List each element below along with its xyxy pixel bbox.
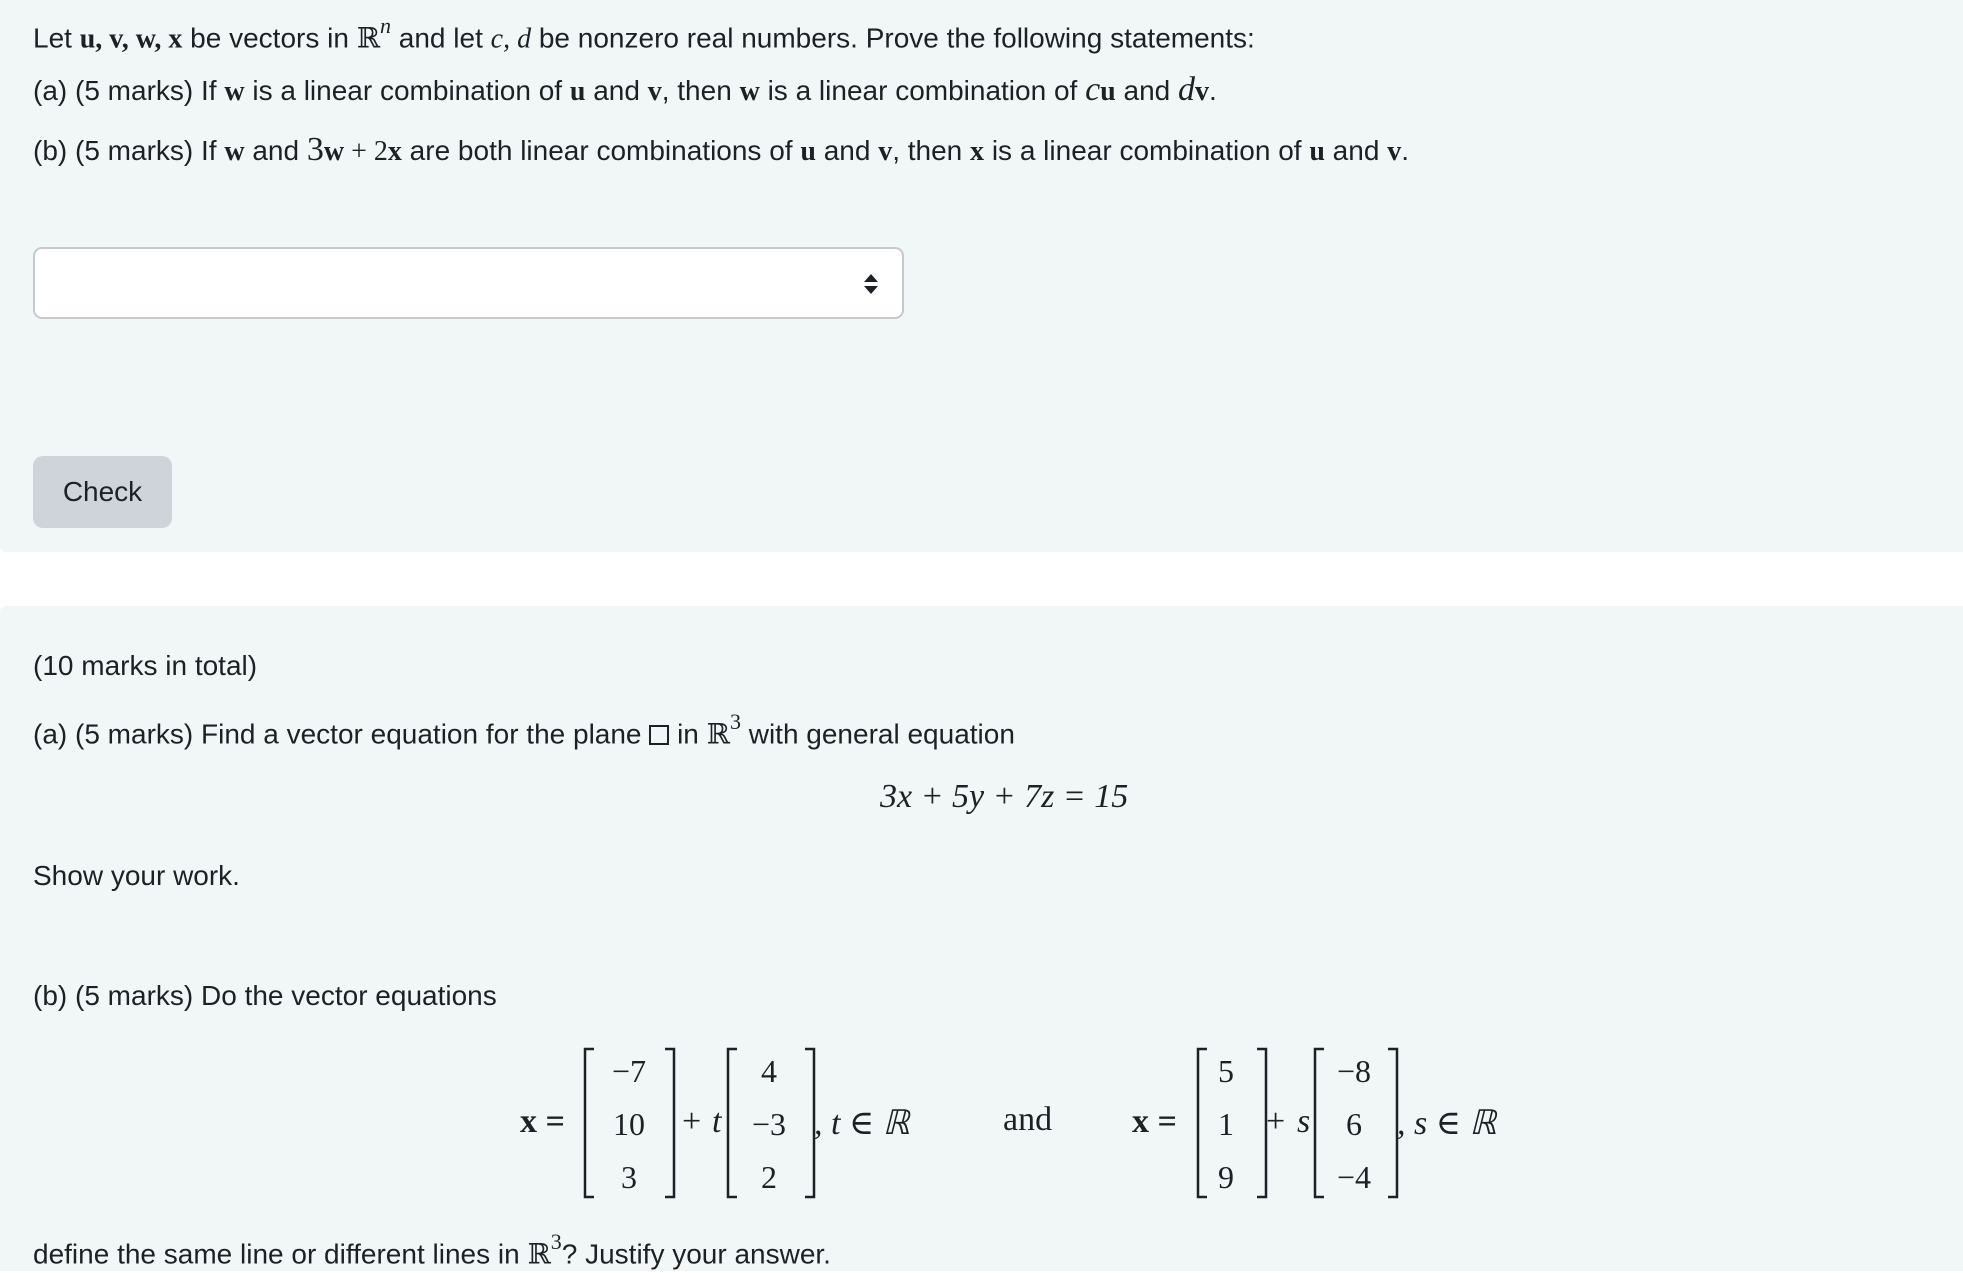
eq2-direction-entry: −8 xyxy=(1336,1053,1372,1089)
question-2-panel xyxy=(0,606,1963,1271)
question-2-part-a: (a) (5 marks) Find a vector equation for the plane in ℝ$^3$ with general equation xyxy=(33,709,1015,751)
eq2-point-entry: 1 xyxy=(1218,1106,1234,1142)
marks-total: (10 marks in total) xyxy=(33,650,258,681)
eq1-point-entry: 10 xyxy=(613,1106,645,1142)
eq1-plus: + xyxy=(682,1103,702,1140)
check-button[interactable]: Check xyxy=(33,456,172,528)
missing-glyph-box-icon xyxy=(649,725,669,745)
eq2-lhs: x = xyxy=(1132,1103,1177,1140)
eq2-plus: + xyxy=(1266,1103,1286,1140)
question-1-part-b: (b) (5 marks) If w and 3w + 2x are both linear combinations of u and v, then x is a linear combination of u and v. xyxy=(33,131,1409,168)
eq1-direction-entry: −3 xyxy=(751,1106,787,1142)
eq2-point-entry: 5 xyxy=(1218,1053,1234,1089)
eq1-param: t xyxy=(712,1103,722,1140)
question-1-intro: Let u, v, w, x be vectors in ℝ$^n$ and let c, d be nonzero real numbers. Prove the following statements: xyxy=(33,13,1255,55)
and-label: and xyxy=(1003,1101,1053,1138)
select-arrows-icon xyxy=(862,269,880,299)
eq2-param: s xyxy=(1297,1103,1311,1140)
vectors-symbol: u, v, w, x xyxy=(79,23,183,55)
eq2-direction-entry: −4 xyxy=(1336,1159,1372,1195)
answer-select[interactable] xyxy=(33,247,904,319)
eq2-domain: , s ∈ ℝ xyxy=(1397,1105,1497,1142)
eq1-point-right-bracket xyxy=(664,1048,676,1198)
question-1-part-a: (a) (5 marks) If w is a linear combination of u and v, then w is a linear combination of cu and dv. xyxy=(33,71,1217,108)
eq2-direction-entry: 6 xyxy=(1346,1106,1362,1142)
question-2-part-b-outro: define the same line or different lines in ℝ$^3$? Justify your answer. xyxy=(33,1229,831,1271)
reals-symbol: ℝ xyxy=(356,23,380,55)
show-work-text: Show your work. xyxy=(33,860,240,891)
eq1-point-entry: 3 xyxy=(621,1159,637,1195)
eq1-domain: , t ∈ ℝ xyxy=(814,1105,910,1142)
dimension-exponent: n xyxy=(380,13,391,38)
question-1-panel xyxy=(0,0,1963,552)
scalars-symbol: c, d xyxy=(490,23,532,55)
eq1-lhs: x = xyxy=(520,1103,565,1140)
eq1-point-entry: −7 xyxy=(611,1053,647,1089)
eq1-direction-entry: 4 xyxy=(761,1053,777,1089)
eq1-direction-entry: 2 xyxy=(761,1159,777,1195)
plane-equation: 3x + 5y + 7z = 15 xyxy=(880,778,1129,815)
eq2-point-entry: 9 xyxy=(1218,1159,1234,1195)
question-2-part-b-intro: (b) (5 marks) Do the vector equations xyxy=(33,980,497,1011)
